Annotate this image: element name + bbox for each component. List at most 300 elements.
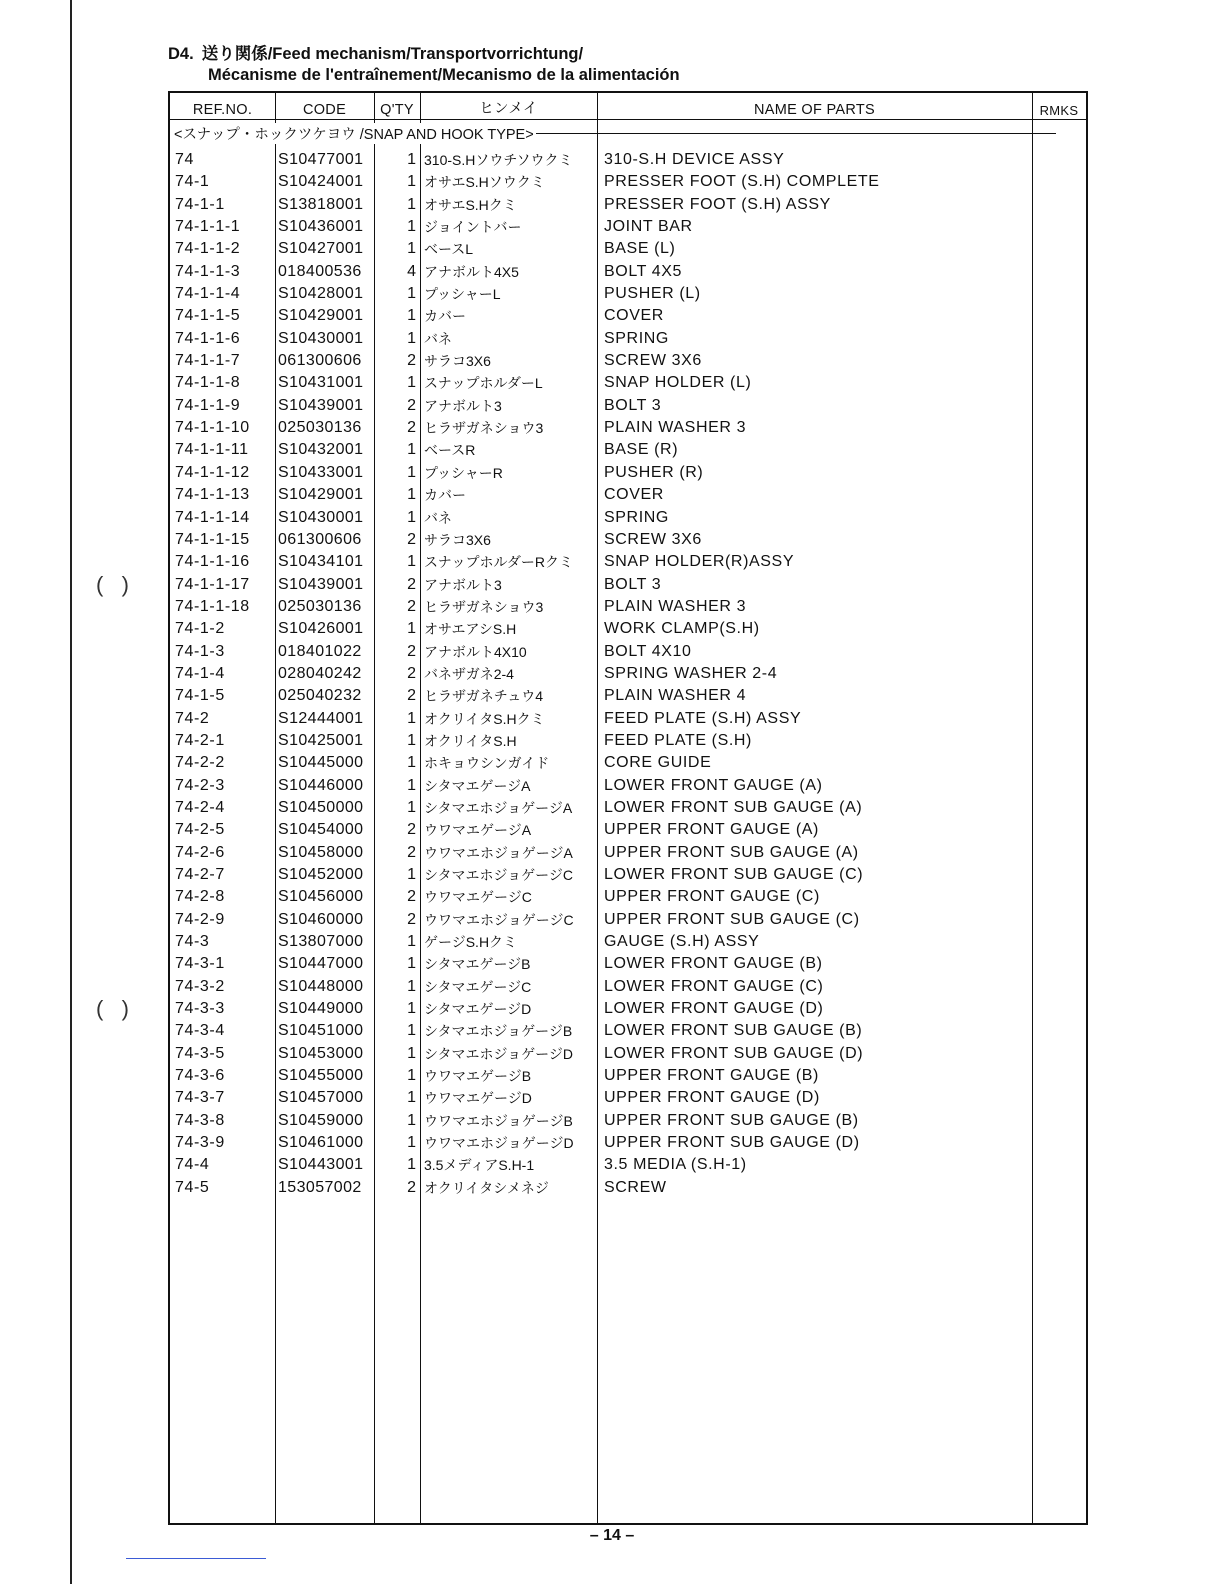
kana-name-cell: シタマエゲージC <box>424 978 532 995</box>
table-row <box>170 1043 1086 1065</box>
qty-cell: 1 <box>407 754 416 772</box>
ref-cell: 74-1-1-4 <box>175 285 241 303</box>
qty-cell: 4 <box>407 262 416 280</box>
table-row <box>170 909 1086 931</box>
part-name-cell: PLAIN WASHER 3 <box>604 597 747 615</box>
code-cell: S13807000 <box>278 933 364 951</box>
kana-name-cell: ヒラザガネチュウ4 <box>424 688 544 705</box>
part-name-cell: JOINT BAR <box>604 218 693 236</box>
ref-cell: 74-5 <box>175 1178 210 1196</box>
qty-cell: 1 <box>407 977 416 995</box>
ref-cell: 74 <box>175 151 194 168</box>
code-cell: S10430001 <box>278 329 364 347</box>
table-row <box>170 641 1086 663</box>
part-name-cell: PRESSER FOOT (S.H) ASSY <box>604 195 831 213</box>
part-name-cell: SCREW 3X6 <box>604 352 702 370</box>
kana-name-cell: オサエアシS.H <box>424 621 517 638</box>
part-name-cell: PRESSER FOOT (S.H) COMPLETE <box>604 173 880 191</box>
code-cell: S10443001 <box>278 1156 364 1174</box>
kana-name-cell: ベースR <box>424 442 476 459</box>
parts-table <box>168 91 1088 1525</box>
code-cell: S10461000 <box>278 1134 364 1152</box>
table-row <box>170 953 1086 975</box>
part-name-cell: 310-S.H DEVICE ASSY <box>604 151 785 168</box>
ref-cell: 74-2-7 <box>175 866 225 883</box>
part-name-cell: BASE (L) <box>604 240 676 258</box>
table-row <box>170 775 1086 797</box>
qty-cell: 1 <box>407 1067 416 1085</box>
table-row <box>170 1154 1086 1176</box>
kana-name-cell: プッシャーL <box>424 286 501 303</box>
qty-cell: 1 <box>407 955 416 973</box>
ref-cell: 74-1-1-13 <box>175 486 250 504</box>
ref-cell: 74-1-1-8 <box>175 374 241 392</box>
kana-name-cell: バネ <box>424 509 452 526</box>
table-row <box>170 350 1086 372</box>
ref-cell: 74-1-1-16 <box>175 553 250 571</box>
kana-name-cell: オクリイタS.H <box>424 732 517 749</box>
code-cell: S10454000 <box>278 821 364 839</box>
table-row <box>170 752 1086 774</box>
part-name-cell: SNAP HOLDER(R)ASSY <box>604 553 795 571</box>
qty-cell: 2 <box>407 396 416 414</box>
qty-cell: 1 <box>407 1156 416 1174</box>
part-name-cell: FEED PLATE (S.H) ASSY <box>604 709 802 727</box>
code-cell: S10434101 <box>278 553 364 571</box>
code-cell: S10439001 <box>278 575 364 593</box>
table-row <box>170 551 1086 573</box>
part-name-cell: FEED PLATE (S.H) <box>604 731 752 749</box>
section-code: D4. <box>168 45 194 63</box>
code-cell: 018400536 <box>278 262 362 280</box>
code-cell: S12444001 <box>278 709 364 727</box>
code-cell: 025040232 <box>278 687 362 705</box>
kana-name-cell: オクリイタシメネジ <box>424 1179 549 1196</box>
ref-cell: 74-1 <box>175 173 210 191</box>
ref-cell: 74-2-5 <box>175 821 225 839</box>
ref-cell: 74-3-3 <box>175 1000 225 1018</box>
part-name-cell: LOWER FRONT SUB GAUGE (B) <box>604 1022 863 1040</box>
ref-cell: 74-2-6 <box>175 843 225 861</box>
table-row <box>170 529 1086 551</box>
qty-cell: 2 <box>407 597 416 615</box>
kana-name-cell: オサエS.Hクミ <box>424 196 517 213</box>
code-cell: S10445000 <box>278 754 364 772</box>
ref-cell: 74-3-2 <box>175 977 225 995</box>
ref-cell: 74-1-1-14 <box>175 508 250 526</box>
kana-name-cell: ウワマエホジョゲージD <box>424 1135 574 1152</box>
part-name-cell: BOLT 3 <box>604 575 662 593</box>
kana-name-cell: ゲージS.Hクミ <box>424 934 518 951</box>
code-cell: 028040242 <box>278 664 362 682</box>
title-line-2: Mécanisme de l'entraînement/Mecanismo de la alimentación <box>208 66 680 84</box>
qty-cell: 1 <box>407 776 416 794</box>
table-row <box>170 596 1086 618</box>
title-line-1: 送り関係/Feed mechanism/Transportvorrichtung/ <box>201 45 584 63</box>
code-cell: 018401022 <box>278 642 362 660</box>
page-title <box>168 44 680 86</box>
table-row <box>170 171 1086 193</box>
table-row <box>170 931 1086 953</box>
header-ref: REF.NO. <box>192 102 253 118</box>
header-rmks: RMKS <box>1039 103 1079 118</box>
page-number: – 14 – <box>589 1527 635 1544</box>
ref-cell: 74-2-1 <box>175 731 225 749</box>
qty-cell: 1 <box>407 933 416 951</box>
table-row <box>170 797 1086 819</box>
ref-cell: 74-1-1-6 <box>175 329 241 347</box>
qty-cell: 1 <box>407 151 416 168</box>
part-name-cell: WORK CLAMP(S.H) <box>604 620 760 638</box>
ref-cell: 74-1-4 <box>175 664 225 682</box>
part-name-cell: LOWER FRONT SUB GAUGE (A) <box>604 798 863 816</box>
table-row <box>170 663 1086 685</box>
ref-cell: 74-1-1-15 <box>175 530 250 548</box>
table-row <box>170 1110 1086 1132</box>
kana-name-cell: スナップホルダーL <box>424 375 543 392</box>
ref-cell: 74-1-1-9 <box>175 396 241 414</box>
part-name-cell: UPPER FRONT GAUGE (A) <box>604 821 819 839</box>
part-name-cell: BOLT 3 <box>604 396 662 414</box>
qty-cell: 1 <box>407 1134 416 1152</box>
code-cell: S10455000 <box>278 1067 364 1085</box>
kana-name-cell: シタマエゲージD <box>424 1001 532 1018</box>
ref-cell: 74-3-8 <box>175 1111 225 1129</box>
kana-name-cell: オサエS.Hソウクミ <box>424 174 545 191</box>
code-cell: 025030136 <box>278 597 362 615</box>
table-row <box>170 484 1086 506</box>
table-row <box>170 283 1086 305</box>
table-row <box>170 1177 1086 1199</box>
kana-name-cell: ウワマエゲージD <box>424 1090 532 1107</box>
code-cell: S10433001 <box>278 463 364 481</box>
part-name-cell: SPRING <box>604 508 669 526</box>
ref-cell: 74-1-5 <box>175 687 225 705</box>
part-name-cell: UPPER FRONT GAUGE (B) <box>604 1067 819 1085</box>
qty-cell: 2 <box>407 687 416 705</box>
kana-name-cell: ヒラザガネショウ3 <box>424 598 544 615</box>
kana-name-cell: ウワマエホジョゲージB <box>424 1112 573 1129</box>
kana-name-cell: ベースL <box>424 241 474 258</box>
kana-name-cell: プッシャーR <box>424 464 503 481</box>
qty-cell: 1 <box>407 731 416 749</box>
table-row <box>170 574 1086 596</box>
qty-cell: 2 <box>407 530 416 548</box>
header-code: CODE <box>302 102 347 118</box>
table-row <box>170 305 1086 327</box>
code-cell: S10460000 <box>278 910 364 928</box>
kana-name-cell: ウワマエホジョゲージA <box>424 844 573 861</box>
part-name-cell: LOWER FRONT GAUGE (D) <box>604 1000 824 1018</box>
table-row <box>170 395 1086 417</box>
part-name-cell: COVER <box>604 486 664 504</box>
table-row <box>170 819 1086 841</box>
code-cell: S10458000 <box>278 843 364 861</box>
kana-name-cell: シタマエホジョゲージD <box>424 1045 573 1062</box>
part-name-cell: SNAP HOLDER (L) <box>604 374 752 392</box>
code-cell: S10436001 <box>278 218 364 236</box>
qty-cell: 2 <box>407 843 416 861</box>
qty-cell: 1 <box>407 1022 416 1040</box>
kana-name-cell: ウワマエゲージB <box>424 1068 532 1085</box>
kana-name-cell: サラコ3X6 <box>424 353 491 370</box>
punch-hole-mark: ( ) <box>96 572 129 597</box>
qty-cell: 2 <box>407 1178 416 1196</box>
code-cell: S10432001 <box>278 441 364 459</box>
qty-cell: 1 <box>407 1111 416 1129</box>
kana-name-cell: シタマエホジョゲージB <box>424 1023 573 1040</box>
qty-cell: 2 <box>407 575 416 593</box>
ref-cell: 74-3-6 <box>175 1067 225 1085</box>
code-cell: 061300606 <box>278 530 362 548</box>
qty-cell: 1 <box>407 508 416 526</box>
ref-cell: 74-1-1-11 <box>175 441 249 459</box>
qty-cell: 1 <box>407 374 416 392</box>
ref-cell: 74-1-1-5 <box>175 307 241 325</box>
part-name-cell: PUSHER (R) <box>604 463 704 481</box>
part-name-cell: PLAIN WASHER 3 <box>604 419 747 437</box>
kana-name-cell: ウワマエホジョゲージC <box>424 911 574 928</box>
kana-name-cell: 3.5メディアS.H-1 <box>424 1157 535 1174</box>
qty-cell: 1 <box>407 486 416 504</box>
table-row <box>170 1132 1086 1154</box>
qty-cell: 2 <box>407 888 416 906</box>
ref-cell: 74-3-4 <box>175 1022 225 1040</box>
part-name-cell: LOWER FRONT GAUGE (B) <box>604 955 823 973</box>
punch-hole-mark: ( ) <box>96 996 129 1021</box>
table-row <box>170 328 1086 350</box>
qty-cell: 1 <box>407 620 416 638</box>
code-cell: S10446000 <box>278 776 364 794</box>
kana-name-cell: スナップホルダーRクミ <box>424 554 573 571</box>
part-name-cell: SCREW 3X6 <box>604 530 702 548</box>
code-cell: S10427001 <box>278 240 364 258</box>
code-cell: S10447000 <box>278 955 364 973</box>
part-name-cell: SPRING WASHER 2-4 <box>604 664 778 682</box>
code-cell: S10430001 <box>278 508 364 526</box>
part-name-cell: UPPER FRONT GAUGE (C) <box>604 888 820 906</box>
qty-cell: 1 <box>407 1000 416 1018</box>
qty-cell: 2 <box>407 821 416 839</box>
code-cell: S10425001 <box>278 731 364 749</box>
table-row <box>170 507 1086 529</box>
qty-cell: 2 <box>407 664 416 682</box>
kana-name-cell: カバー <box>424 487 466 504</box>
ref-cell: 74-1-1-2 <box>175 240 241 258</box>
ref-cell: 74-1-1 <box>175 195 225 213</box>
ref-cell: 74-2-4 <box>175 798 225 816</box>
ref-cell: 74-3-7 <box>175 1089 225 1107</box>
part-name-cell: UPPER FRONT SUB GAUGE (D) <box>604 1134 860 1152</box>
code-cell: S10431001 <box>278 374 364 392</box>
ref-cell: 74-2-9 <box>175 910 225 928</box>
kana-name-cell: カバー <box>424 308 466 325</box>
ref-cell: 74-2-2 <box>175 754 225 772</box>
ref-cell: 74-3 <box>175 933 210 951</box>
table-row <box>170 864 1086 886</box>
kana-name-cell: 310-S.Hソウチソウクミ <box>424 152 573 168</box>
table-row <box>170 261 1086 283</box>
qty-cell: 2 <box>407 419 416 437</box>
part-name-cell: UPPER FRONT SUB GAUGE (C) <box>604 910 860 928</box>
part-name-cell: LOWER FRONT GAUGE (A) <box>604 776 823 794</box>
qty-cell: 1 <box>407 218 416 236</box>
code-cell: S10477001 <box>278 151 364 168</box>
code-cell: S10459000 <box>278 1111 364 1129</box>
kana-name-cell: シタマエホジョゲージA <box>424 799 573 816</box>
qty-cell: 1 <box>407 285 416 303</box>
kana-name-cell: ホキョウシンガイド <box>424 755 550 772</box>
qty-cell: 1 <box>407 709 416 727</box>
code-cell: S10449000 <box>278 1000 364 1018</box>
qty-cell: 1 <box>407 240 416 258</box>
kana-name-cell: シタマエゲージA <box>424 777 531 794</box>
ref-cell: 74-1-1-12 <box>175 463 250 481</box>
code-cell: S10450000 <box>278 798 364 816</box>
binder-margin-line <box>70 0 72 1584</box>
kana-name-cell: オクリイタS.Hクミ <box>424 710 545 727</box>
ref-cell: 74-1-1-18 <box>175 597 250 615</box>
qty-cell: 1 <box>407 1089 416 1107</box>
qty-cell: 1 <box>407 307 416 325</box>
part-name-cell: LOWER FRONT SUB GAUGE (D) <box>604 1044 864 1062</box>
kana-name-cell: アナボルト3 <box>424 397 502 414</box>
kana-name-cell: バネ <box>424 330 452 347</box>
footer-link-underline <box>126 1558 266 1559</box>
part-name-cell: CORE GUIDE <box>604 754 712 772</box>
ref-cell: 74-1-1-7 <box>175 352 241 370</box>
qty-cell: 1 <box>407 798 416 816</box>
table-row <box>170 976 1086 998</box>
kana-name-cell: シタマエホジョゲージC <box>424 867 573 883</box>
table-row <box>170 842 1086 864</box>
part-name-cell: UPPER FRONT GAUGE (D) <box>604 1089 820 1107</box>
part-name-cell: UPPER FRONT SUB GAUGE (B) <box>604 1111 859 1129</box>
kana-name-cell: バネザガネ2-4 <box>424 665 514 682</box>
part-name-cell: 3.5 MEDIA (S.H-1) <box>604 1156 747 1174</box>
qty-cell: 2 <box>407 352 416 370</box>
table-row <box>170 998 1086 1020</box>
qty-cell: 1 <box>407 441 416 459</box>
ref-cell: 74-1-1-1 <box>175 218 241 236</box>
code-cell: S13818001 <box>278 195 364 213</box>
header-name: NAME OF PARTS <box>754 102 875 118</box>
ref-cell: 74-2-8 <box>175 888 225 906</box>
table-row <box>170 886 1086 908</box>
kana-name-cell: サラコ3X6 <box>424 531 491 548</box>
qty-cell: 1 <box>407 195 416 213</box>
ref-cell: 74-1-1-17 <box>175 575 250 593</box>
part-name-cell: COVER <box>604 307 664 325</box>
ref-cell: 74-1-1-10 <box>175 419 250 437</box>
part-name-cell: PLAIN WASHER 4 <box>604 687 747 705</box>
kana-name-cell: ヒラザガネショウ3 <box>424 420 544 437</box>
part-name-cell: GAUGE (S.H) ASSY <box>604 933 760 951</box>
ref-cell: 74-1-2 <box>175 620 225 638</box>
header-qty: Q'TY <box>380 102 414 118</box>
code-cell: S10456000 <box>278 888 364 906</box>
table-row <box>170 417 1086 439</box>
table-row <box>170 462 1086 484</box>
code-cell: 061300606 <box>278 352 362 370</box>
header-divider <box>170 119 1086 120</box>
table-row <box>170 1020 1086 1042</box>
table-row <box>170 1087 1086 1109</box>
code-cell: S10448000 <box>278 977 364 995</box>
table-row <box>170 730 1086 752</box>
ref-cell: 74-3-5 <box>175 1044 225 1062</box>
table-row <box>170 194 1086 216</box>
qty-cell: 1 <box>407 463 416 481</box>
table-row <box>170 708 1086 730</box>
kana-name-cell: ウワマエゲージA <box>424 822 532 839</box>
code-cell: 153057002 <box>278 1178 362 1196</box>
qty-cell: 1 <box>407 866 416 883</box>
table-row <box>170 1065 1086 1087</box>
code-cell: S10453000 <box>278 1044 364 1062</box>
table-row <box>170 685 1086 707</box>
kana-name-cell: アナボルト3 <box>424 576 502 593</box>
part-name-cell: BASE (R) <box>604 441 679 459</box>
table-body <box>170 149 1086 1199</box>
section-heading <box>174 123 1056 144</box>
code-cell: 025030136 <box>278 419 362 437</box>
part-name-cell: SCREW <box>604 1178 667 1196</box>
ref-cell: 74-2 <box>175 709 210 727</box>
ref-cell: 74-3-1 <box>175 955 225 973</box>
table-row <box>170 149 1086 171</box>
kana-name-cell: アナボルト4X10 <box>424 643 527 660</box>
table-row <box>170 439 1086 461</box>
code-cell: S10428001 <box>278 285 364 303</box>
part-name-cell: BOLT 4X5 <box>604 262 683 280</box>
code-cell: S10451000 <box>278 1022 364 1040</box>
part-name-cell: LOWER FRONT SUB GAUGE (C) <box>604 866 864 883</box>
table-row <box>170 238 1086 260</box>
section-label: <スナップ・ホックツケヨウ /SNAP AND HOOK TYPE> <box>174 123 534 144</box>
part-name-cell: PUSHER (L) <box>604 285 701 303</box>
ref-cell: 74-1-3 <box>175 642 225 660</box>
kana-name-cell: ウワマエゲージC <box>424 889 532 906</box>
table-row <box>170 618 1086 640</box>
code-cell: S10426001 <box>278 620 364 638</box>
part-name-cell: UPPER FRONT SUB GAUGE (A) <box>604 843 859 861</box>
part-name-cell: BOLT 4X10 <box>604 642 692 660</box>
qty-cell: 1 <box>407 329 416 347</box>
code-cell: S10452000 <box>278 866 364 883</box>
table-row <box>170 372 1086 394</box>
kana-name-cell: シタマエゲージB <box>424 956 531 973</box>
qty-cell: 2 <box>407 910 416 928</box>
code-cell: S10424001 <box>278 173 364 191</box>
kana-name-cell: ジョイントバー <box>424 219 522 236</box>
ref-cell: 74-1-1-3 <box>175 262 241 280</box>
header-kana: ヒンメイ <box>479 101 538 117</box>
part-name-cell: LOWER FRONT GAUGE (C) <box>604 977 824 995</box>
part-name-cell: SPRING <box>604 329 669 347</box>
ref-cell: 74-2-3 <box>175 776 225 794</box>
code-cell: S10439001 <box>278 396 364 414</box>
qty-cell: 1 <box>407 553 416 571</box>
kana-name-cell: アナボルト4X5 <box>424 263 519 280</box>
code-cell: S10429001 <box>278 307 364 325</box>
qty-cell: 1 <box>407 1044 416 1062</box>
code-cell: S10457000 <box>278 1089 364 1107</box>
table-row <box>170 216 1086 238</box>
code-cell: S10429001 <box>278 486 364 504</box>
qty-cell: 1 <box>407 173 416 191</box>
ref-cell: 74-3-9 <box>175 1134 225 1152</box>
